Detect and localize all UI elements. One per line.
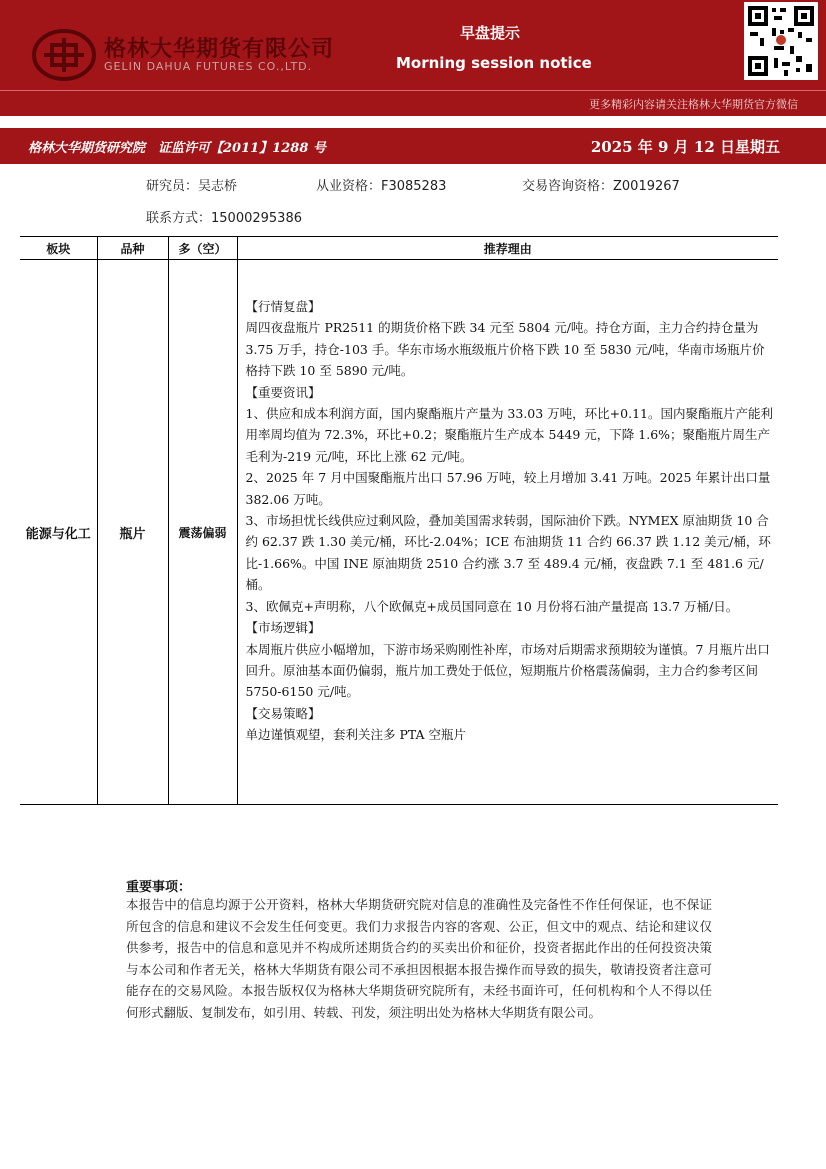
news-item-2: 2、2025 年 7 月中国聚酯瓶片出口 57.96 万吨，较上月增加 3.41 万吨。2025 年累计出口量 382.06 万吨。 bbox=[245, 470, 771, 507]
direction-cell: 震荡偏弱 bbox=[168, 260, 237, 805]
researcher-name: 研究员：吴志桥 bbox=[146, 179, 238, 194]
notice-title-cn: 早盘提示 bbox=[460, 24, 521, 42]
news-item-3: 3、市场担忧长线供应过剩风险，叠加美国需求转弱，国际油价下跌。NYMEX 原油期货 10 合约 62.37 跌 1.30 美元/桶，环比-2.04%；ICE 布油期货 11 合约 66.37 跌 1.12 美元/桶，环比-1.66%。中国 INE 原油期货 2510 合约涨 3.7 至 489.4 元/桶，夜盘跌 7.1 至 481.6 元/桶。 bbox=[245, 513, 771, 593]
logic-title: 【市场逻辑】 bbox=[245, 620, 321, 636]
disclaimer-text: 本报告中的信息均源于公开资料，格林大华期货研究院对信息的准确性及完备性不作任何保证，也不保证所包含的信息和建议不会发生任何变更。我们力求报告内容的客观、公正，但文中的观点、结论和建议仅供参考，报告中的信息和意见并不构成所述期货合约的买卖出价和征价，投资者据此作出的任何投资决策与本公司和作者无关，格林大华期货有限公司不承担因根据本报告操作而导致的损失，敬请投资者注意可能存在的交易风险。本报告版权仅为格林大华期货研究院所有，未经书面许可，任何机构和个人不得以任何形式翻版、复制发布，如引用、转载、刊发，须注明出处为格林大华期货有限公司。 bbox=[126, 897, 712, 1020]
logic-text: 本周瓶片供应小幅增加，下游市场采购刚性补库，市场对后期需求预期较为谨慎。7 月瓶片出口回升。原油基本面仍偏弱，瓶片加工费处于低位，短期瓶片价格震荡偏弱，主力合约参考区间 5750-6150 元/吨。 bbox=[245, 641, 770, 700]
qualification-number: 从业资格：F3085283 bbox=[316, 179, 447, 194]
reason-cell bbox=[237, 260, 778, 805]
company-name-en: GELIN DAHUA FUTURES CO.,LTD. bbox=[104, 60, 313, 73]
news-item-1: 1、供应和成本利润方面，国内聚酯瓶片产量为 33.03 万吨，环比+0.11。国内聚酯瓶片产能利用率周均值为 72.3%，环比+0.2；聚酯瓶片生产成本 5449 元，下降 1.6%；聚酯瓶片周生产毛利为-219 元/吨，环比上涨 62 元/吨。 bbox=[245, 406, 773, 464]
strategy-title: 【交易策略】 bbox=[245, 705, 321, 721]
company-name-cn: 格林大华期货有限公司 bbox=[104, 37, 335, 62]
market-review-title: 【行情复盘】 bbox=[245, 299, 321, 314]
news-title: 【重要资讯】 bbox=[245, 384, 321, 400]
header-sector: 板块 bbox=[20, 237, 97, 260]
wechat-prompt: 更多精彩内容请关注格林大华期货官方微信 bbox=[589, 98, 798, 111]
report-date: 2025 年 9 月 12 日星期五 bbox=[590, 138, 780, 156]
variety-cell: 瓶片 bbox=[97, 260, 168, 805]
header-reason: 推荐理由 bbox=[237, 237, 778, 260]
table-row bbox=[20, 260, 778, 805]
disclaimer-title: 重要事项： bbox=[126, 880, 192, 895]
market-review-text: 周四夜盘瓶片 PR2511 的期货价格下跌 34 元至 5804 元/吨。持仓方面，主力合约持仓量为 3.75 万手，持仓-103 手。华东市场水瓶级瓶片价格下跌 10 至 5830 元/吨，华南市场瓶片价格持下跌 10 至 5890 元/吨。 bbox=[245, 320, 765, 379]
company-logo-icon bbox=[32, 28, 96, 82]
institute-license: 格林大华期货研究院 证监许可【2011】1288 号 bbox=[28, 141, 326, 156]
notice-title-en: Morning session notice bbox=[396, 54, 592, 72]
strategy-text: 单边谨慎观望，套利关注多 PTA 空瓶片 bbox=[245, 727, 467, 743]
header-direction: 多（空） bbox=[168, 237, 237, 260]
banner-divider bbox=[0, 90, 826, 91]
wechat-qr-code-icon bbox=[744, 2, 818, 80]
news-item-4: 3、欧佩克+声明称，八个欧佩克+成员国同意在 10 月份将石油产量提高 13.7 万桶/日。 bbox=[245, 598, 739, 614]
table-header-row bbox=[20, 237, 778, 260]
header-variety: 品种 bbox=[97, 237, 168, 260]
sector-cell: 能源与化工 bbox=[20, 260, 97, 805]
consult-qualification: 交易咨询资格：Z0019267 bbox=[522, 179, 680, 194]
recommendation-table bbox=[20, 236, 778, 805]
contact-phone: 联系方式：15000295386 bbox=[146, 211, 302, 226]
